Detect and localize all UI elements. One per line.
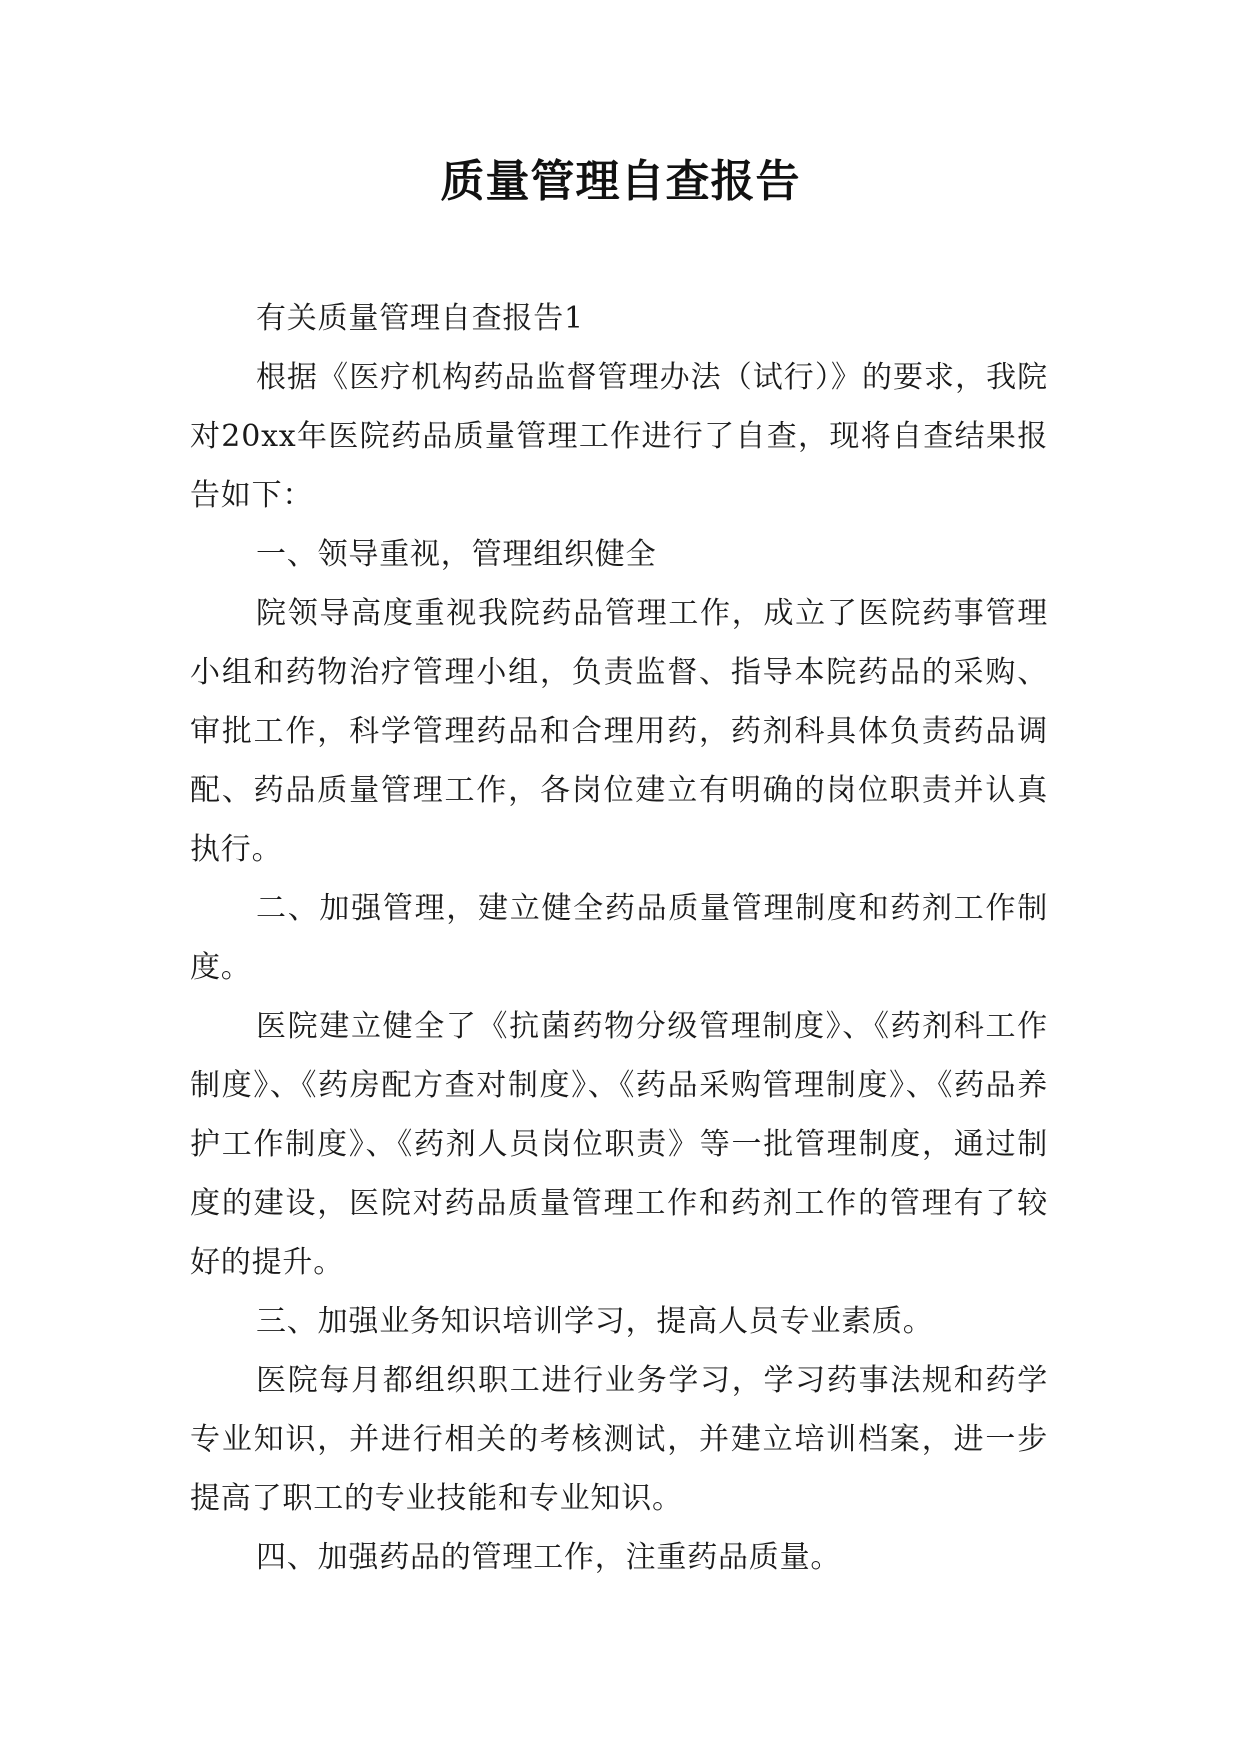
document-body (190, 289, 1048, 1587)
section-heading-4: 四、加强药品的管理工作，注重药品质量。 (256, 1540, 842, 1575)
intro-paragraph: 根据《医疗机构药品监督管理办法（试行）》的要求，我院对20xx年医院药品质量管理工作进行了自查，现将自查结果报告如下： (190, 360, 1048, 513)
document-title: 质量管理自查报告 (440, 156, 801, 207)
section-heading-1: 一、领导重视，管理组织健全 (256, 537, 657, 572)
section-body-1: 院领导高度重视我院药品管理工作，成立了医院药事管理小组和药物治疗管理小组，负责监督、指导本院药品的采购、审批工作，科学管理药品和合理用药，药剂科具体负责药品调配、药品质量管理工作，各岗位建立有明确的岗位职责并认真执行。 (190, 596, 1048, 867)
section-body-3: 医院每月都组织职工进行业务学习，学习药事法规和药学专业知识，并进行相关的考核测试，并建立培训档案，进一步提高了职工的专业技能和专业知识。 (190, 1363, 1048, 1516)
section-body-2: 医院建立健全了《抗菌药物分级管理制度》、《药剂科工作制度》、《药房配方查对制度》、《药品采购管理制度》、《药品养护工作制度》、《药剂人员岗位职责》等一批管理制度，通过制度的建设，医院对药品质量管理工作和药剂工作的管理有了较好的提升。 (190, 1009, 1048, 1280)
section-heading-2: 二、加强管理，建立健全药品质量管理制度和药剂工作制度。 (190, 891, 1048, 985)
section-heading-3: 三、加强业务知识培训学习，提高人员专业素质。 (256, 1304, 934, 1339)
report-subtitle: 有关质量管理自查报告1 (256, 301, 584, 336)
